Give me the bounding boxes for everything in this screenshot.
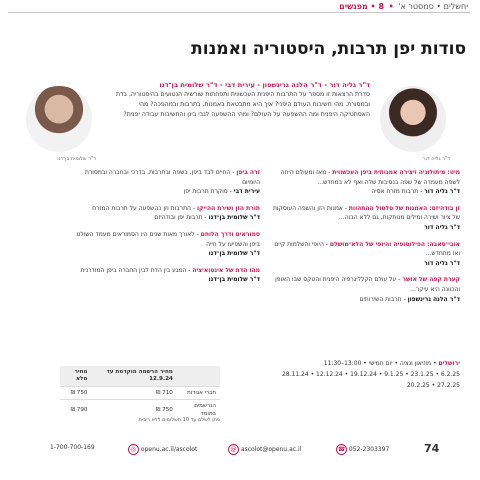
price-note: ניתן לשלם עד 10 תשלומים ללא ריבית bbox=[138, 417, 220, 423]
lecture-title: זרה ביפן bbox=[236, 169, 260, 176]
schedule-city: ירושלים bbox=[438, 360, 460, 367]
lecture-item bbox=[70, 266, 260, 285]
header-divider bbox=[8, 12, 470, 13]
breadcrumb-section: 8 • מפגשים bbox=[339, 2, 385, 11]
top-band bbox=[0, 0, 480, 16]
lecture-item bbox=[70, 168, 260, 197]
left-column bbox=[70, 168, 260, 292]
caption-left: ד"ר שלומית בן־דנו bbox=[57, 156, 96, 162]
phone-icon: ☎ bbox=[337, 446, 346, 453]
lecture-description: - לאורך מאות שנים היו הסמוראים מעמד השולט ביפן והשפיעו על חייה bbox=[76, 230, 260, 248]
intro bbox=[110, 80, 370, 120]
price-header-row bbox=[60, 366, 220, 387]
page-title: סודות יפן תרבות, היסטוריה ואמנות bbox=[191, 39, 466, 59]
footer-phone-alt[interactable]: 1-700-700-169 bbox=[50, 444, 95, 451]
lecture-description: - התרבות וזן כהשפעה על תרבות המזרח bbox=[92, 204, 196, 212]
schedule-dates: 6.2.25 • 23.1.25 • 9.1.25 • 19.12.24 • 12.12.24 • 28.11.24 bbox=[281, 371, 460, 378]
lecture-item bbox=[70, 230, 260, 259]
lecture-description: - החיים לבד ביפן, בשפה ובתרבות, בדרכי ובחברה ובמסורת היומיום bbox=[84, 169, 260, 186]
schedule-time: • מוזיאון ונציה • יום חמישי • 13:00–11:30 bbox=[323, 360, 437, 367]
lecturer: ד"ר גליה דור bbox=[424, 259, 460, 267]
lecture-item bbox=[70, 204, 260, 223]
schedule bbox=[270, 358, 460, 391]
globe-icon: ◎ bbox=[128, 444, 139, 455]
lecture-item bbox=[270, 168, 460, 197]
footer-website-link[interactable]: ◎ openu.ac.il/ascolot bbox=[126, 444, 197, 455]
lecture-item bbox=[270, 275, 460, 304]
schedule-dates: 27.2.25 • 20.2.25 bbox=[406, 382, 460, 389]
lecturer-names: ד"ר גליה דור - ד"ר הלנה גרינשפון - עירית דבי - ד"ר שלומית בן־דנו bbox=[159, 81, 370, 89]
price-header-label bbox=[177, 366, 220, 387]
lecturer: ד"ר שלומית בן־דנו bbox=[208, 214, 260, 222]
intro-text: סדרת הרצאות זו מספר על התרבות היפנית העכשווית ותפחתות שורשיה הנטועים בהיסטוריה, בדת ובמסורת. מהי חשיבות העולם היפני? איך היא מתבטאת באמנות, בתרבות ובמהפכה? מהי האסתטיקה היפנית ומה ההשפעה על העולם? ומהי ההשפעה לגבי בינן והחשיבות עבודה יפנית? bbox=[115, 91, 370, 118]
table-row bbox=[60, 387, 220, 400]
lecture-title: מהו הדת של אינטואיציה bbox=[192, 266, 260, 274]
lecturer: עירית דבי bbox=[233, 188, 260, 196]
lecture-title: קערת קפה של אושר bbox=[402, 276, 460, 284]
price-header-full: מחיר מלא bbox=[60, 366, 91, 387]
price-early: 710 ₪ bbox=[91, 387, 176, 400]
caption-right: ד"ר גליה דור bbox=[422, 156, 450, 162]
breadcrumb-location: יחשלים • סמסטר א' bbox=[398, 2, 468, 11]
portrait-right-photo bbox=[380, 86, 446, 152]
footer-phone-main[interactable]: ☎ 052-2303397 bbox=[337, 446, 390, 453]
lecture-title: אובי־סאבה: הפילוסופיה והיופי של הלא־מושלם bbox=[329, 240, 460, 248]
lecturer-role: - תרבות השירותים bbox=[359, 295, 406, 303]
price-row-label: חברי אגודות bbox=[177, 387, 220, 400]
lecture-title: תורת הזן ושירת ההייקו bbox=[196, 204, 260, 212]
price-full: 790 ₪ bbox=[60, 400, 91, 421]
breadcrumb bbox=[339, 2, 468, 12]
price-row-label: הנרשמים במוסד bbox=[177, 400, 220, 421]
footer-email-link[interactable]: @ ascolot@openu.ac.il bbox=[226, 444, 301, 455]
portrait-left-photo bbox=[26, 86, 92, 152]
lecture-title: מיט: מיתולוגיה ויצירה אמנותית ביפן העכשווית bbox=[332, 169, 460, 176]
lecture-description: - על עולם הקלליגרפיה היפנית והטקס שבו האופן והכוונה היא עיקר... bbox=[275, 276, 460, 293]
lecture-title: זן בודהיזם: האמנות של סלסול ההתהוות bbox=[348, 204, 460, 212]
lecturer: ד"ר שלומית בן־דנו bbox=[208, 250, 260, 258]
mail-icon: @ bbox=[228, 444, 239, 455]
lecturer-role: - תרבות יפן ובודהיזם bbox=[154, 214, 207, 222]
lecturer: ד"ר גליה דור bbox=[424, 188, 460, 196]
lecture-item bbox=[270, 204, 460, 233]
right-column bbox=[270, 168, 460, 311]
lecture-description: - היופי והשלמות קיים ואו מתחדש... bbox=[274, 240, 460, 258]
lecturer: ד"ר הלנה גרינשפון bbox=[407, 295, 460, 303]
lecture-title: סמוראים ודרך הלוחם bbox=[200, 230, 260, 238]
price-full: 750 ₪ bbox=[60, 387, 91, 400]
price-table bbox=[60, 366, 220, 420]
page-number: 74 bbox=[424, 442, 440, 455]
breadcrumb-separator-icon: • bbox=[388, 2, 394, 11]
lecture-item bbox=[270, 240, 460, 269]
lecture-description: - אמנות הזן והשפה העוסקות של ציור ושירה ומילים מנותקות, גם ללא הבוה... bbox=[272, 204, 460, 222]
price-early: 750 ₪ bbox=[91, 400, 176, 421]
lecture-description: - מאז ומעולם היתה לשפה מעמדה של שפה בנסיבות שלה ואף לא במחדש... bbox=[280, 169, 460, 186]
lecturer-role: - סוקרת תרבות יפן bbox=[183, 188, 232, 196]
lecture-description: - המגע בין הדת לבין החברה ביפן המודרנית bbox=[80, 266, 191, 274]
lecturer: ד"ר שלומית בן־דנו bbox=[208, 276, 260, 284]
lecturer-role: - תרבות מזרח אסיה bbox=[371, 188, 423, 196]
price-header-early: מחיר הרשמה מוקדמת עד 12.9.24 bbox=[91, 366, 176, 387]
footer bbox=[0, 438, 480, 458]
lecturer: ד"ר גליה דור bbox=[424, 223, 460, 231]
